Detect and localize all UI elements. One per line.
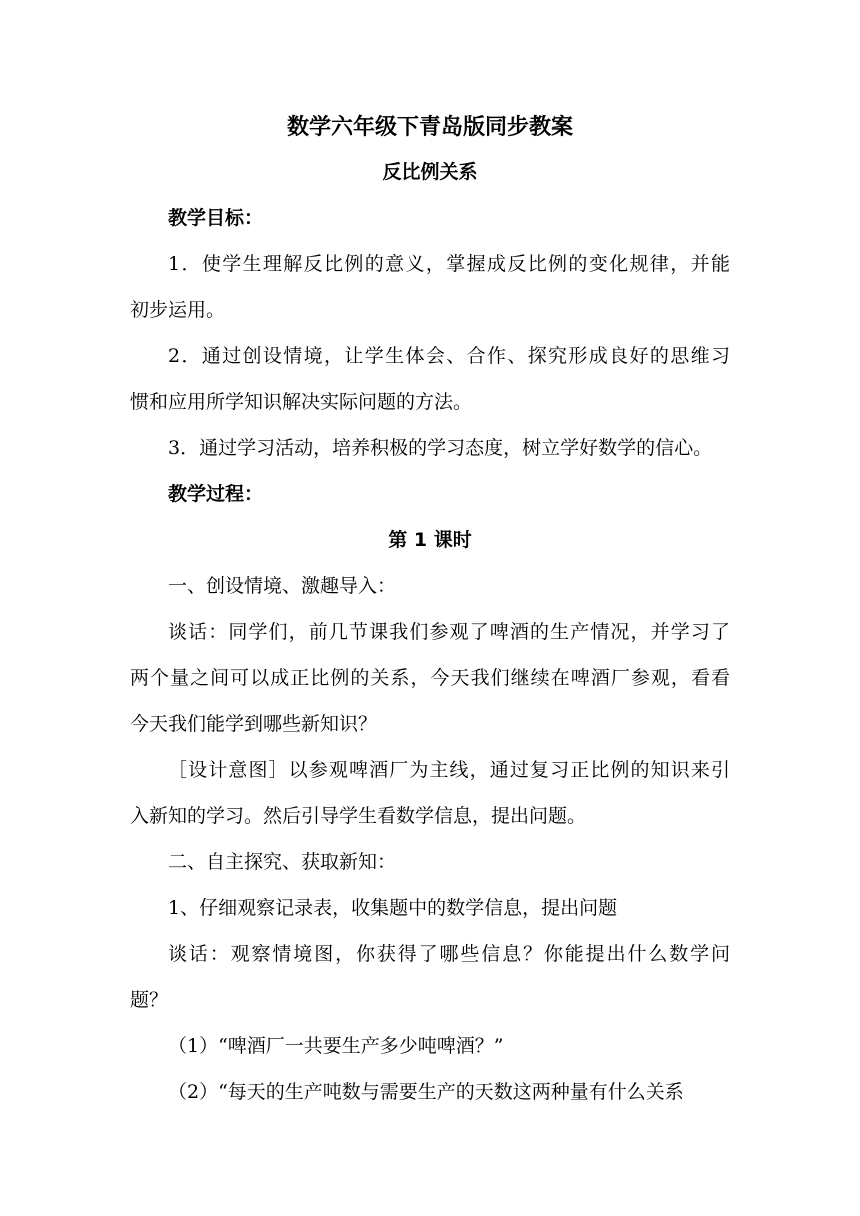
talk-2-line-1: 谈话：观察情境图，你获得了哪些信息？你能提出什么数学问 bbox=[168, 943, 730, 965]
step-1: 1、仔细观察记录表，收集题中的数学信息，提出问题 bbox=[168, 897, 618, 919]
question-1: （1）“啤酒厂一共要生产多少吨啤酒？” bbox=[168, 1035, 504, 1057]
goal-2-line-1: 2．通过创设情境，让学生体会、合作、探究形成良好的思维习 bbox=[168, 345, 730, 367]
goal-1-line-2: 初步运用。 bbox=[130, 299, 226, 321]
section-1-heading: 一、创设情境、激趣导入： bbox=[168, 575, 397, 597]
goals-heading: 教学目标： bbox=[168, 207, 264, 229]
question-2: （2）“每天的生产吨数与需要生产的天数这两种量有什么关系 bbox=[168, 1081, 684, 1103]
goal-3: 3．通过学习活动，培养积极的学习态度，树立学好数学的信心。 bbox=[168, 437, 713, 459]
lesson-heading: 第 1 课时 bbox=[388, 529, 472, 551]
talk-1-line-1: 谈话：同学们，前几节课我们参观了啤酒的生产情况，并学习了 bbox=[168, 621, 730, 643]
design-intent-line-1: ［设计意图］以参观啤酒厂为主线，通过复习正比例的知识来引 bbox=[168, 759, 730, 781]
talk-1-line-2: 两个量之间可以成正比例的关系，今天我们继续在啤酒厂参观，看看 bbox=[130, 667, 730, 689]
design-intent-line-2: 入新知的学习。然后引导学生看数学信息，提出问题。 bbox=[130, 805, 587, 827]
process-heading: 教学过程： bbox=[168, 483, 264, 505]
talk-1-line-3: 今天我们能学到哪些新知识？ bbox=[130, 713, 378, 735]
goal-2-line-2: 惯和应用所学知识解决实际问题的方法。 bbox=[130, 391, 473, 413]
document-subtitle: 反比例关系 bbox=[382, 161, 478, 183]
document-title: 数学六年级下青岛版同步教案 bbox=[286, 115, 573, 140]
talk-2-line-2: 题？ bbox=[130, 989, 169, 1011]
goal-1-line-1: 1．使学生理解反比例的意义，掌握成反比例的变化规律，并能 bbox=[168, 253, 730, 275]
section-2-heading: 二、自主探究、获取新知： bbox=[168, 851, 397, 873]
